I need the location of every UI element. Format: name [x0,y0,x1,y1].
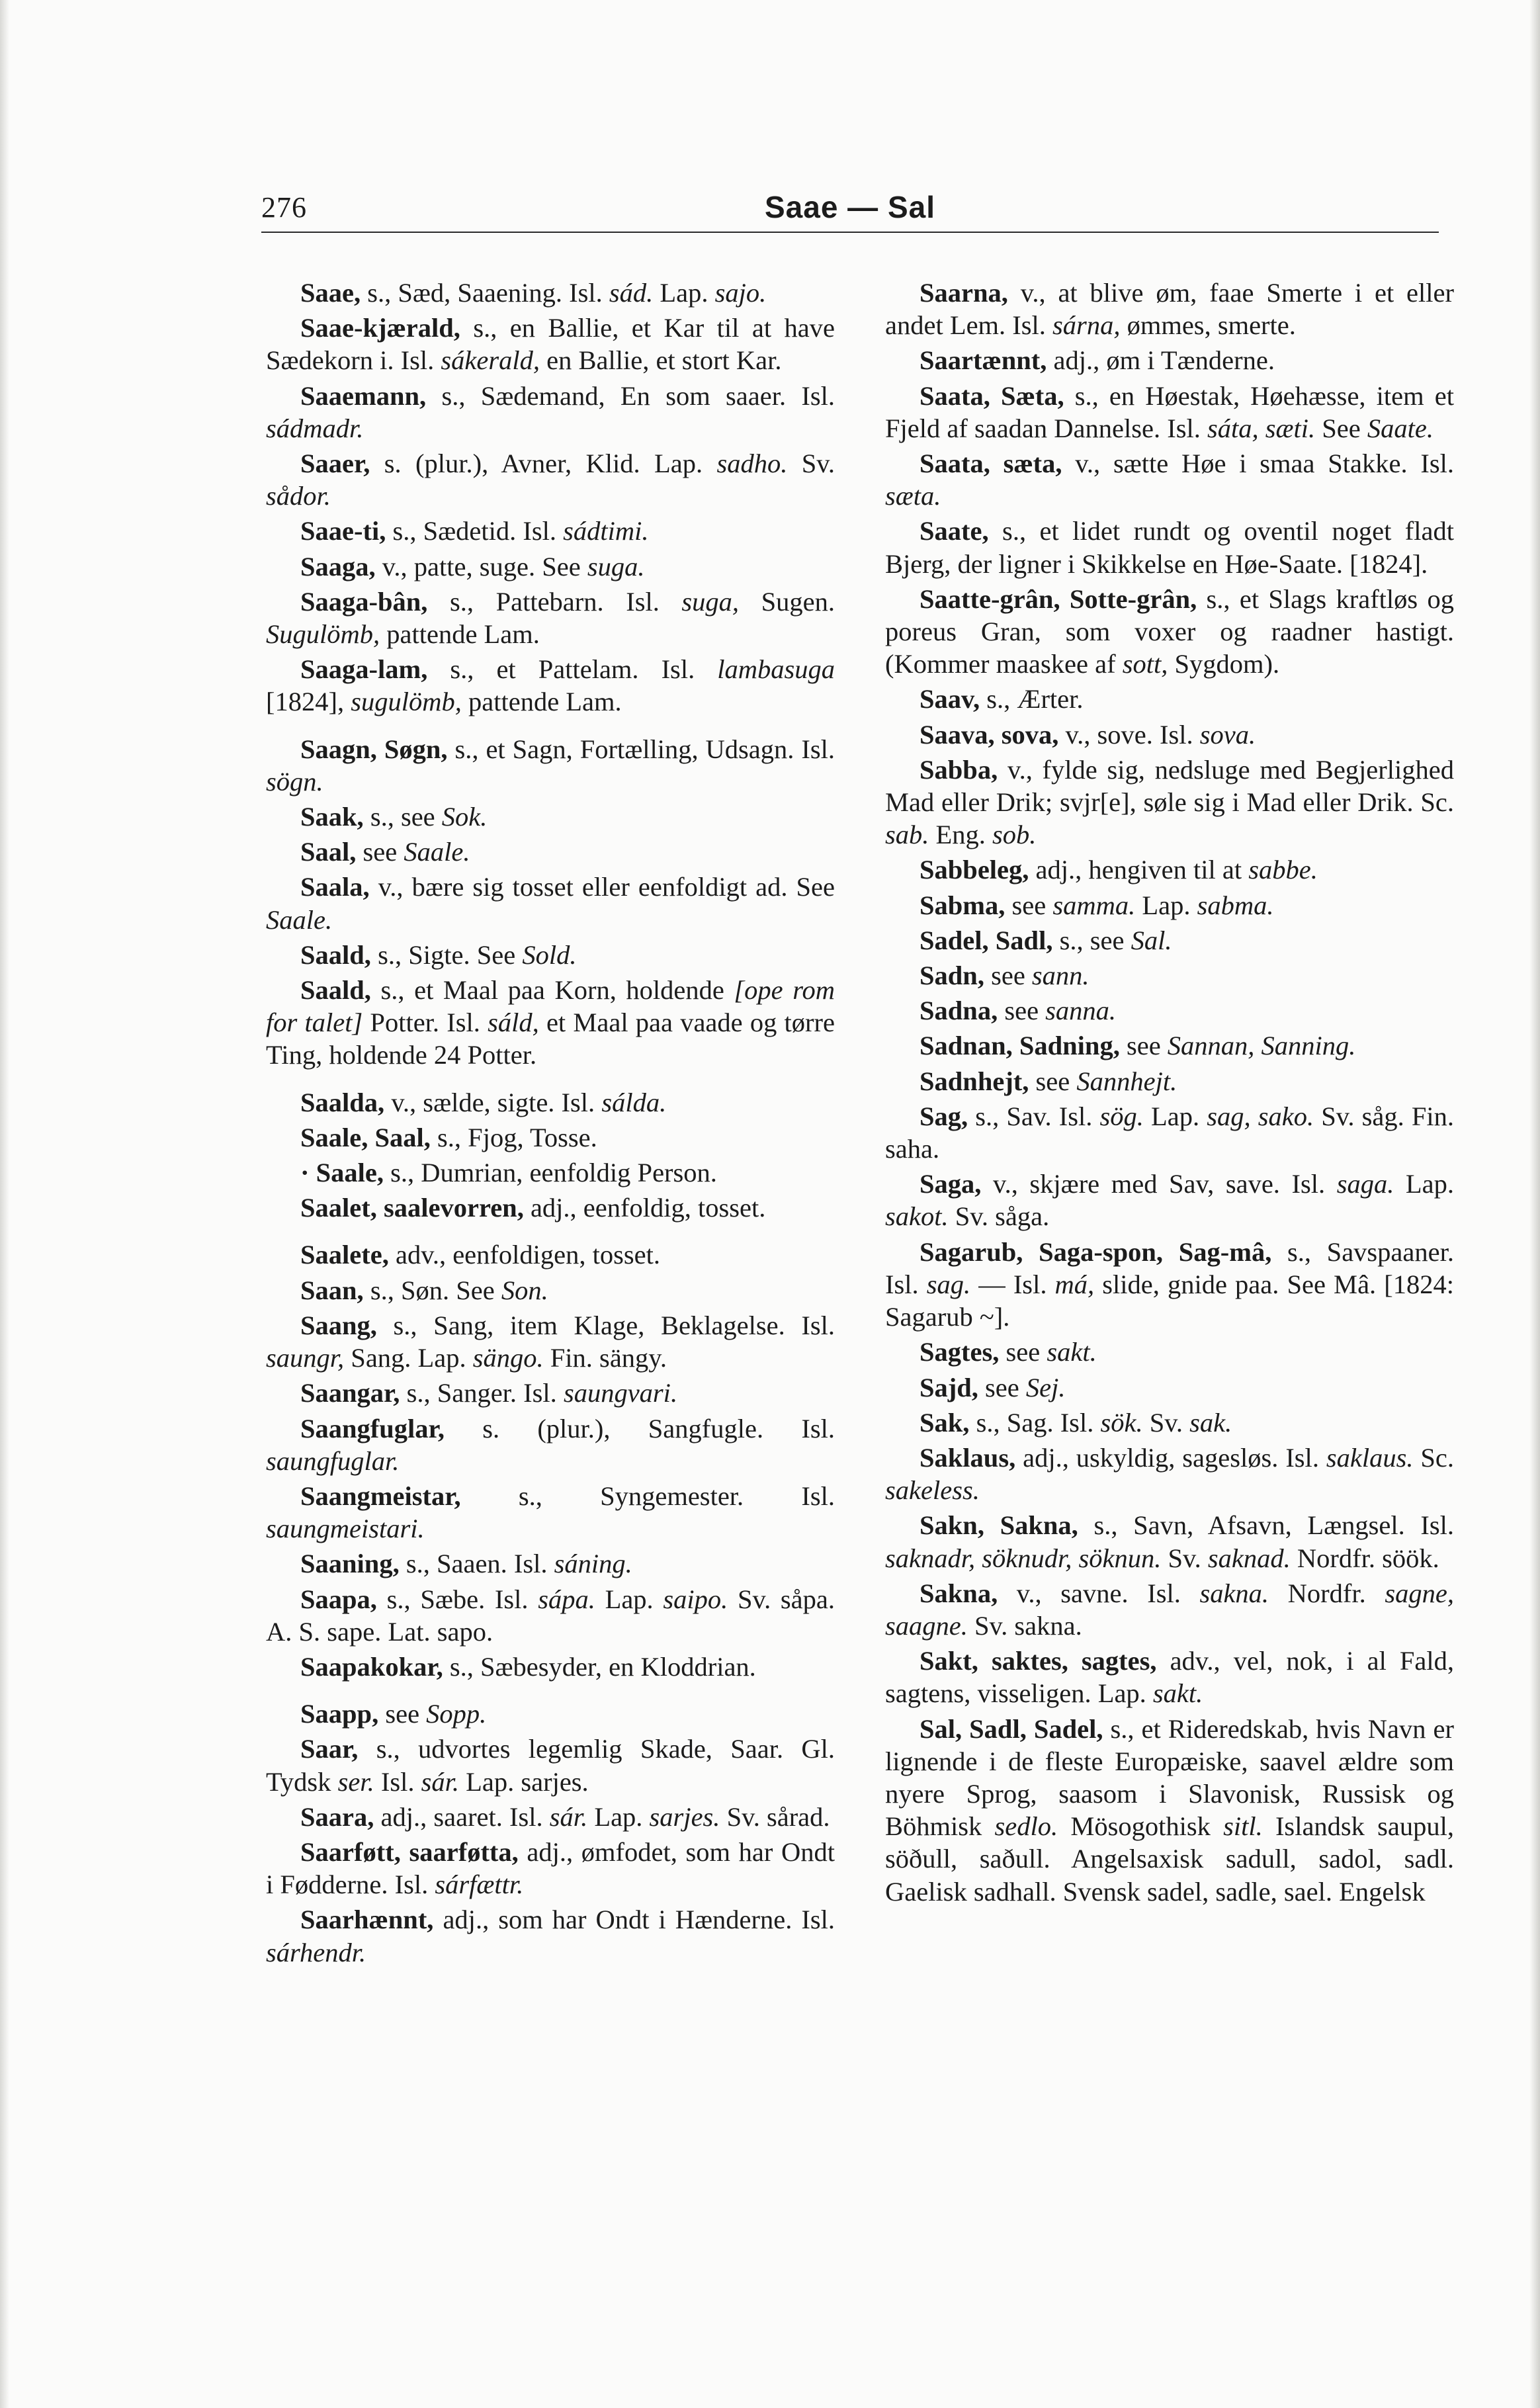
entry-text: et Maal paa vaade og tørre Ting, holdende 24 Potter. [266,1008,835,1070]
entry-text: see [356,837,404,867]
entry-italic: saga. [1336,1169,1394,1199]
entry-headword: Saak, [300,802,364,832]
page-number: 276 [261,191,307,224]
entry-text: s. (plur.), Sangfugle. Isl. [444,1413,835,1443]
dictionary-entry [266,585,835,650]
entry-text: v., at blive øm, faae Smerte i et eller andet Lem. Isl. [885,278,1454,341]
dictionary-entry [266,1480,835,1545]
dictionary-entry [266,1412,835,1477]
entry-italic: Sej. [1025,1372,1066,1402]
entry-headword: Saata, Sæta, [920,380,1064,411]
entry-text: s., Sæbe. Isl. [376,1584,538,1614]
entry-italic: sova. [1199,719,1256,750]
page-edge-right [1529,0,1540,2408]
entry-italic: sabbe. [1248,855,1318,885]
entry-text: s., Dumrian, eenfoldig Person. [384,1158,717,1188]
entry-text: — Isl. [970,1269,1055,1299]
entry-italic: sag, sako. [1207,1101,1314,1131]
entry-text: Isl. [374,1766,421,1797]
dictionary-entry [885,1029,1454,1062]
entry-italic: sögn. [266,766,323,796]
entry-headword: Saarna, [920,278,1008,308]
dictionary-entry [885,1168,1454,1232]
entry-italic: Saale. [404,837,470,867]
entry-text: s., et lidet rundt og oventil noget fladt Bjerg, der ligner i Skikkelse en Høe-Saate. [1824]. [885,516,1454,579]
entry-italic: sæta. [885,481,941,511]
entry-text: Lap. [653,278,715,308]
dictionary-entry [885,683,1454,715]
entry-text: s., Savspaaner. Isl. [885,1236,1454,1299]
entry-headword: Saae-ti, [300,516,386,546]
entry-text: s., en Ballie, et Kar til at have Sædekorn i. Isl. [266,313,835,376]
dictionary-entry [266,1836,835,1901]
entry-text: Mösogothisk [1058,1811,1224,1842]
entry-italic: Son. [501,1275,548,1305]
entry-headword: Saarføtt, saarføtta, [300,1836,519,1867]
entry-headword: Saapp, [300,1699,379,1729]
entry-headword: Saangmeistar, [300,1481,461,1511]
entry-text: s., Pattebarn. Isl. [427,586,682,617]
entry-italic: suga, [681,586,740,617]
entry-text: Lap. [1135,890,1197,920]
dictionary-entry [266,800,835,833]
entry-headword: Sakn, Sakna, [920,1510,1078,1541]
entry-italic: sárhendr. [266,1937,366,1967]
dictionary-entry [266,447,835,512]
entry-headword: Sag, [920,1101,968,1131]
dictionary-entry [885,1645,1454,1709]
entry-italic: sakt. [1047,1337,1097,1367]
entry-italic: Saale. [266,904,333,935]
dictionary-entry [885,344,1454,376]
entry-italic: sob. [992,820,1037,850]
entry-headword: Saangar, [300,1378,400,1408]
entry-italic: má, [1054,1269,1095,1299]
entry-headword: · Saale, [300,1158,384,1188]
dictionary-entry [885,1509,1454,1574]
entry-italic: Sopp. [426,1699,487,1729]
entry-text: see [378,1699,427,1729]
entry-text: Eng. [929,820,993,850]
dictionary-entry [266,653,835,718]
entry-text: Nordfr. söök. [1290,1543,1439,1573]
entry-text: Potter. Isl. [363,1008,488,1038]
entry-text: adv., vel, nok, i al Fald, sagtens, visseligen. Lap. [885,1646,1455,1709]
entry-text: en Ballie, et stort Kar. [540,345,782,376]
dictionary-entry [266,277,835,309]
dictionary-entry [266,312,835,376]
entry-text: adj., eenfoldig, tosset. [523,1193,766,1223]
dictionary-entry [885,1371,1454,1404]
entry-text: adj., hengiven til at [1029,855,1249,885]
entry-italic: samma. [1052,890,1136,920]
dictionary-entry [266,1238,835,1271]
entry-text: adj., saaret. Isl. [374,1801,550,1832]
entry-text: s., Fjog, Tosse. [430,1122,597,1152]
dictionary-entry [266,1121,835,1154]
entry-headword: Sadel, Sadl, [920,925,1053,955]
right-column [885,277,1454,1911]
dictionary-entry [885,924,1454,957]
entry-italic: sab. [885,820,929,850]
entry-italic: lambasuga [717,654,835,685]
entry-italic: ser. [337,1766,374,1797]
entry-text: v., skjære med Sav, save. Isl. [981,1169,1337,1199]
left-column [266,277,835,1971]
entry-italic: sarjes. [649,1801,720,1832]
entry-headword: Saaer, [300,449,370,479]
entry-italic: sádmadr. [266,413,364,443]
entry-italic: saknad. [1207,1543,1291,1573]
entry-text: s., Saaen. Isl. [399,1549,554,1579]
entry-headword: Saaga-bân, [300,586,428,617]
entry-text: s., Søn. See [363,1275,501,1305]
entry-text: Sv. [1161,1543,1208,1573]
dictionary-entry [885,277,1454,341]
entry-italic: sárfættr. [435,1870,524,1900]
entry-italic: sárna, [1052,310,1121,341]
dictionary-entry [266,1274,835,1307]
dictionary-entry [266,380,835,445]
entry-italic: suga. [587,551,645,581]
entry-italic: sanna. [1045,996,1117,1026]
entry-text: s., Sædetid. Isl. [386,516,564,546]
entry-italic: Sold. [522,939,577,970]
entry-headword: Sakna, [920,1578,998,1608]
entry-headword: Saartænnt, [920,345,1047,376]
entry-headword: Sadna, [920,996,998,1026]
entry-italic: sakna. [1199,1578,1269,1608]
dictionary-entry [266,974,835,1072]
dictionary-entry [266,836,835,868]
entry-headword: Saald, [300,975,371,1006]
entry-text: ømmes, smerte. [1120,310,1296,341]
entry-text: s., Savn, Afsavn, Længsel. Isl. [1078,1510,1454,1541]
entry-headword: Saaga-lam, [300,654,428,685]
dictionary-entry [885,1236,1454,1334]
entry-italic: Sannhejt. [1076,1066,1177,1096]
entry-text: adj., uskyldig, sagesløs. Isl. [1015,1442,1326,1473]
entry-headword: Saae, [300,278,361,308]
entry-italic: Saate. [1367,413,1433,443]
entry-text: slide, gnide paa. See Mâ. [1824: Sagarub ~]. [885,1269,1455,1332]
entry-headword: Sadnhejt, [920,1066,1029,1096]
dictionary-entry [266,1801,835,1833]
entry-headword: Saga, [920,1169,982,1199]
entry-text: v., patte, suge. See [375,551,587,581]
entry-headword: Saaga, [300,551,376,581]
entry-italic: sád. [609,278,654,308]
entry-headword: Sadn, [920,961,984,991]
entry-italic: sálda. [601,1087,667,1117]
entry-text: s., et Slags kraftløs og poreus Gran, som voxer og raadner hastigt. (Kommer maaskee af [885,583,1455,679]
entry-headword: Saalete, [300,1240,389,1270]
entry-text: s., et Sagn, Fortælling, Udsagn. Isl. [447,734,835,764]
entry-italic: sadho. [716,449,788,479]
entry-italic: saungmeistari. [266,1514,425,1544]
entry-headword: Saapakokar, [300,1651,443,1682]
entry-text: Sang. Lap. [344,1343,473,1373]
entry-text: s., Sæbesyder, en Kloddrian. [443,1651,756,1682]
header-rule [261,232,1439,233]
running-head: Saae — Sal [764,190,936,224]
entry-text: see [978,1372,1026,1402]
entry-headword: Saalda, [300,1087,385,1117]
dictionary-entry [266,1733,835,1797]
entry-text: pattende Lam. [461,687,622,717]
page-edge-left [0,0,9,2408]
entry-italic: Sannan, Sanning. [1167,1031,1356,1061]
entry-headword: Saata, sæta, [920,449,1062,479]
entry-text: v., bære sig tosset eller eenfoldigt ad. See [369,872,835,902]
entry-italic: sedlo. [994,1811,1058,1842]
entry-headword: Saalet, saalevorren, [300,1193,524,1223]
entry-italic: sann. [1031,961,1090,991]
entry-text: Sc. [1413,1442,1454,1473]
entry-italic: [ope rom for talet] [266,975,835,1038]
entry-text: see [1029,1066,1077,1096]
entry-italic: sajo. [714,278,767,308]
entry-italic: Sal. [1131,925,1172,955]
entry-headword: Saarhænnt, [300,1905,434,1935]
entry-text: s. (plur.), Avner, Klid. Lap. [370,449,717,479]
entry-headword: Saale, Saal, [300,1122,431,1152]
entry-headword: Sabbeleg, [920,855,1029,885]
dictionary-entry [266,871,835,935]
entry-italic: sákerald, [441,345,540,376]
dictionary-entry [885,380,1454,445]
entry-text: Lap. [595,1584,663,1614]
entry-italic: sáta, sæti. [1207,413,1316,443]
entry-headword: Saangfuglar, [300,1413,445,1443]
dictionary-entry [266,1309,835,1374]
entry-text: s., udvortes legemlig Skade, Saar. Gl. Tydsk [266,1734,835,1797]
entry-text: Lap. [1394,1169,1455,1199]
entry-text: s., Sag. Isl. [969,1407,1101,1438]
entry-italic: sár. [421,1766,459,1797]
dictionary-entry [885,718,1454,751]
dictionary-entry [266,1086,835,1119]
dictionary-entry [885,515,1454,580]
entry-italic: sög. [1099,1101,1144,1131]
entry-italic: sápa. [538,1584,595,1614]
entry-headword: Saar, [300,1734,359,1764]
entry-italic: sáning. [554,1549,632,1579]
entry-italic: sängo. [472,1343,544,1373]
entry-italic: sott, [1122,649,1168,679]
entry-text: s., Sanger. Isl. [400,1378,564,1408]
dictionary-entry [885,1065,1454,1097]
dictionary-entry [885,1100,1454,1165]
entry-text: adj., som har Ondt i Hænderne. Isl. [433,1905,835,1935]
entry-italic: sádtimi. [563,516,649,546]
entry-italic: sár. [549,1801,588,1832]
entry-text: Sv. [787,449,835,479]
entry-text: s., see [1052,925,1131,955]
entry-headword: Saav, [920,684,980,714]
entry-italic: sugulömb, [351,687,462,717]
entry-headword: Saagn, Søgn, [300,734,448,764]
entry-italic: saipo. [663,1584,728,1614]
entry-italic: saknadr, söknudr, söknun. [885,1543,1162,1573]
entry-headword: Saala, [300,872,370,902]
entry-italic: Sugulömb, [266,619,380,650]
entry-text: Lap. sarjes. [459,1766,589,1797]
entry-headword: Saapa, [300,1584,377,1614]
entry-text: see [1119,1031,1168,1061]
entry-text: see [998,996,1046,1026]
entry-text: s., et Rideredskab, hvis Navn er lignende i de fleste Europæiske, saavel ældre som nyere Sprog, saasom i Slavonisk, Russisk og Böhmisk [885,1713,1454,1842]
entry-headword: Saate, [920,516,989,546]
entry-italic: saungfuglar. [266,1445,400,1476]
entry-text: s., Sædemand, En som saaer. Isl. [426,380,835,411]
entry-italic: sakt. [1152,1678,1203,1709]
entry-text: [1824], [266,687,351,717]
entry-headword: Sak, [920,1407,970,1438]
entry-text: Lap. [587,1801,650,1832]
entry-text: s., Syngemester. Isl. [460,1481,835,1511]
dictionary-entry [885,753,1454,851]
dictionary-entry [885,1336,1454,1368]
dictionary-entry [266,1191,835,1224]
dictionary-entry [885,1406,1454,1439]
entry-text: s., et Pattelam. Isl. [427,654,718,685]
entry-text: s., Ærter. [980,684,1084,714]
entry-text: pattende Lam. [380,619,540,650]
entry-text: v., sætte Høe i smaa Stakke. Isl. [1062,449,1454,479]
entry-text: Nordfr. [1269,1578,1385,1608]
entry-headword: Saaemann, [300,380,427,411]
entry-italic: saungvari. [563,1378,678,1408]
entry-text: Sv. såga. [948,1201,1050,1232]
entry-text: see [984,961,1032,991]
dictionary-entry [266,1547,835,1580]
entry-italic: sitl. [1223,1811,1263,1842]
entry-text: s., Sæd, Saaening. Isl. [361,278,609,308]
entry-headword: Saaning, [300,1549,400,1579]
entry-headword: Saava, sova, [920,719,1059,750]
entry-headword: Saald, [300,939,371,970]
entry-headword: Saang, [300,1310,377,1340]
entry-headword: Saara, [300,1801,374,1832]
dictionary-entry [885,583,1454,681]
dictionary-entry [885,994,1454,1027]
dictionary-entry [266,1377,835,1409]
entry-headword: Sabma, [920,890,1005,920]
entry-italic: saklaus. [1326,1442,1414,1473]
entry-italic: Sok. [441,802,488,832]
entry-text: s., Sav. Isl. [968,1101,1100,1131]
dictionary-entry [266,733,835,798]
entry-headword: Sakt, saktes, sagtes, [920,1646,1157,1676]
entry-italic: sak. [1189,1407,1232,1438]
entry-headword: Saae-kjærald, [300,313,460,343]
entry-text: adv., eenfoldigen, tosset. [388,1240,660,1270]
entry-italic: sakeless. [885,1475,980,1506]
entry-text: Sv. sårad. [720,1801,830,1832]
entry-text: s., et Maal paa Korn, holdende [370,975,734,1006]
page-header [261,184,1439,232]
entry-text: v., sove. Isl. [1058,719,1200,750]
dictionary-entry [266,550,835,583]
entry-text: adj., øm i Tænderne. [1047,345,1275,376]
dictionary-entry [885,889,1454,922]
entry-text: see [1005,890,1053,920]
entry-text: Sugen. [739,586,835,617]
entry-text: Sv. [1142,1407,1190,1438]
entry-text: s., see [363,802,442,832]
dictionary-entry [266,1651,835,1683]
entry-headword: Sabba, [920,754,998,785]
entry-headword: Saan, [300,1275,364,1305]
entry-headword: Sagtes, [920,1337,1000,1367]
entry-text: Lap. [1143,1101,1207,1131]
dictionary-entry [885,1441,1454,1506]
entry-text: v., sælde, sigte. Isl. [384,1087,602,1117]
entry-headword: Sagarub, Saga-spon, Sag-mâ, [920,1236,1272,1267]
dictionary-entry [885,1577,1454,1642]
entry-text: s., en Høestak, Høehæsse, item et Fjeld af saadan Dannelse. Isl. [885,380,1454,443]
dictionary-entry [266,1583,835,1648]
entry-text: see [999,1337,1047,1367]
entry-text: See [1315,413,1367,443]
entry-text: v., savne. Isl. [998,1578,1200,1608]
entry-headword: Sajd, [920,1372,978,1402]
entry-text: Sv. såg. Fin. saha. [885,1101,1454,1164]
entry-text: v., fylde sig, nedsluge med Begjerlighed Mad eller Drik; svjr[e], søle sig i Mad eller Drik. Sc. [885,754,1454,818]
entry-text: s., Sigte. See [370,939,523,970]
entry-text: s., Sang, item Klage, Beklagelse. Isl. [376,1310,835,1340]
dictionary-entry [266,1156,835,1189]
dictionary-entry [885,447,1454,512]
entry-text: Islandsk saupul, söðull, saðull. Angelsaxisk sadull, sadol, sadl. Gaelisk sadhall. Svensk sadel, sadle, sael. Engelsk [885,1811,1454,1907]
entry-text: Fin. sängy. [543,1343,667,1373]
dictionary-entry [266,1903,835,1968]
entry-headword: Sadnan, Sadning, [920,1031,1120,1061]
entry-headword: Saklaus, [920,1442,1016,1473]
dictionary-entry [885,959,1454,992]
entry-text: Sygdom). [1168,649,1280,679]
entry-italic: sök. [1100,1407,1143,1438]
entry-italic: sådor. [266,481,331,511]
entry-headword: Saatte-grân, Sotte-grân, [920,583,1197,614]
dictionary-entry [266,939,835,971]
dictionary-entry [266,515,835,547]
entry-text: adj., ømfodet, som har Ondt i Fødderne. Isl. [266,1836,835,1900]
entry-text: Sv. sakna. [967,1610,1082,1641]
entry-italic: sag. [926,1269,971,1299]
entry-italic: sabma. [1197,890,1274,920]
entry-italic: saungr, [266,1343,345,1373]
dictionary-entry [885,1713,1454,1908]
entry-italic: sáld, [488,1008,539,1038]
entry-italic: sagne, saagne. [885,1578,1454,1641]
entry-headword: Sal, Sadl, Sadel, [920,1713,1103,1744]
dictionary-entry [885,853,1454,886]
entry-italic: sakot. [885,1201,949,1232]
dictionary-entry [266,1698,835,1730]
entry-text: Sv. såpa. A. S. sape. Lat. sapo. [266,1584,835,1647]
entry-headword: Saal, [300,837,357,867]
